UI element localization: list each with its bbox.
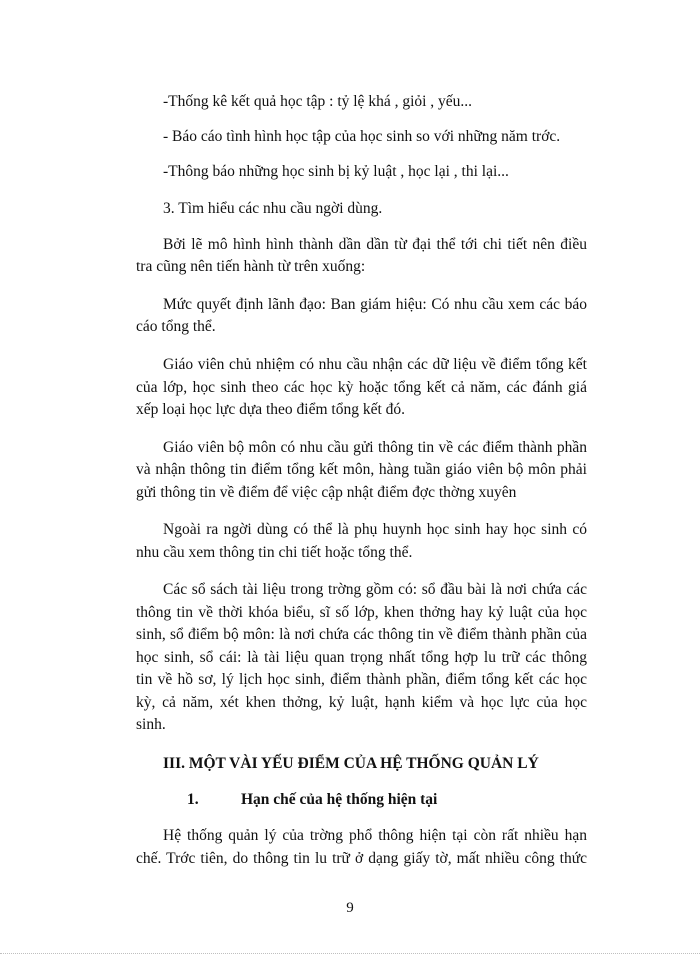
text-line: -Thông báo những học sinh bị kỷ luật , học lại , thi lại...: [163, 163, 509, 180]
text-line: thông tin về thời khóa biểu, sĩ số lớp, khen thởng hay kỷ luật của học: [136, 604, 587, 621]
subsection-number: 1.: [187, 791, 199, 808]
text-line: kỳ, cả năm, xét khen thởng, kỷ luật, hạnh kiểm và học lực của học: [136, 694, 587, 711]
text-line: xếp loại học lực dựa theo điểm tổng kết đó.: [136, 401, 406, 418]
text-line: Bởi lẽ mô hình hình thành dần dần từ đại thể tới chi tiết nên điều: [163, 236, 587, 253]
section-heading: III. MỘT VÀI YẾU ĐIỂM CỦA HỆ THỐNG QUẢN LÝ: [163, 755, 539, 772]
text-line: cáo tổng thể.: [136, 318, 216, 335]
text-line: và nhận thông tin điểm tổng kết môn, hàng tuần giáo viên bộ môn phải: [136, 461, 587, 478]
text-line: Mức quyết định lãnh đạo: Ban giám hiệu: Có nhu cầu xem các báo: [163, 296, 587, 313]
text-line: của lớp, học sinh theo các học kỳ hoặc tổng kết cả năm, các đánh giá: [136, 379, 587, 396]
text-line: sinh, sổ điểm bộ môn: là nơi chứa các thông tin về điểm thành phần của: [136, 626, 587, 643]
text-line: tra cũng nên tiến hành từ trên xuống:: [136, 258, 366, 275]
text-line: Các sổ sách tài liệu trong trờng gồm có: sổ đầu bài là nơi chứa các: [163, 581, 587, 598]
text-line: học sinh, sổ cái: là tài liệu quan trọng nhất tổng hợp lu trữ các thông: [136, 649, 587, 666]
text-line: nhu cầu xem thông tin chi tiết hoặc tổng thể.: [136, 544, 413, 561]
text-line: Giáo viên bộ môn có nhu cầu gửi thông tin về các điểm thành phần: [163, 439, 587, 456]
subsection-heading: Hạn chế của hệ thống hiện tại: [241, 791, 438, 808]
text-line: Hệ thống quản lý của trờng phổ thông hiện tại còn rất nhiều hạn: [163, 827, 587, 844]
page-number: 9: [346, 900, 354, 916]
text-line: chế. Trớc tiên, do thông tin lu trữ ở dạng giấy tờ, mất nhiều công thức: [136, 850, 587, 867]
text-line: Giáo viên chủ nhiệm có nhu cầu nhận các dữ liệu về điểm tổng kết: [163, 356, 587, 373]
text-line: - Báo cáo tình hình học tập của học sinh so với những năm trớc.: [163, 128, 561, 145]
footer-divider: [0, 953, 700, 954]
text-line: 3. Tìm hiểu các nhu cầu ngời dùng.: [163, 200, 383, 217]
text-line: Ngoài ra ngời dùng có thể là phụ huynh học sinh hay học sinh có: [163, 521, 587, 538]
text-line: gửi thông tin về điểm để việc cập nhật điểm đợc thờng xuyên: [136, 484, 517, 501]
text-line: tin về hồ sơ, lý lịch học sinh, điểm thành phần, điểm tổng kết các học: [136, 671, 587, 688]
text-line: -Thống kê kết quả học tập : tỷ lệ khá , giỏi , yếu...: [163, 93, 473, 110]
text-line: sinh.: [136, 716, 166, 733]
